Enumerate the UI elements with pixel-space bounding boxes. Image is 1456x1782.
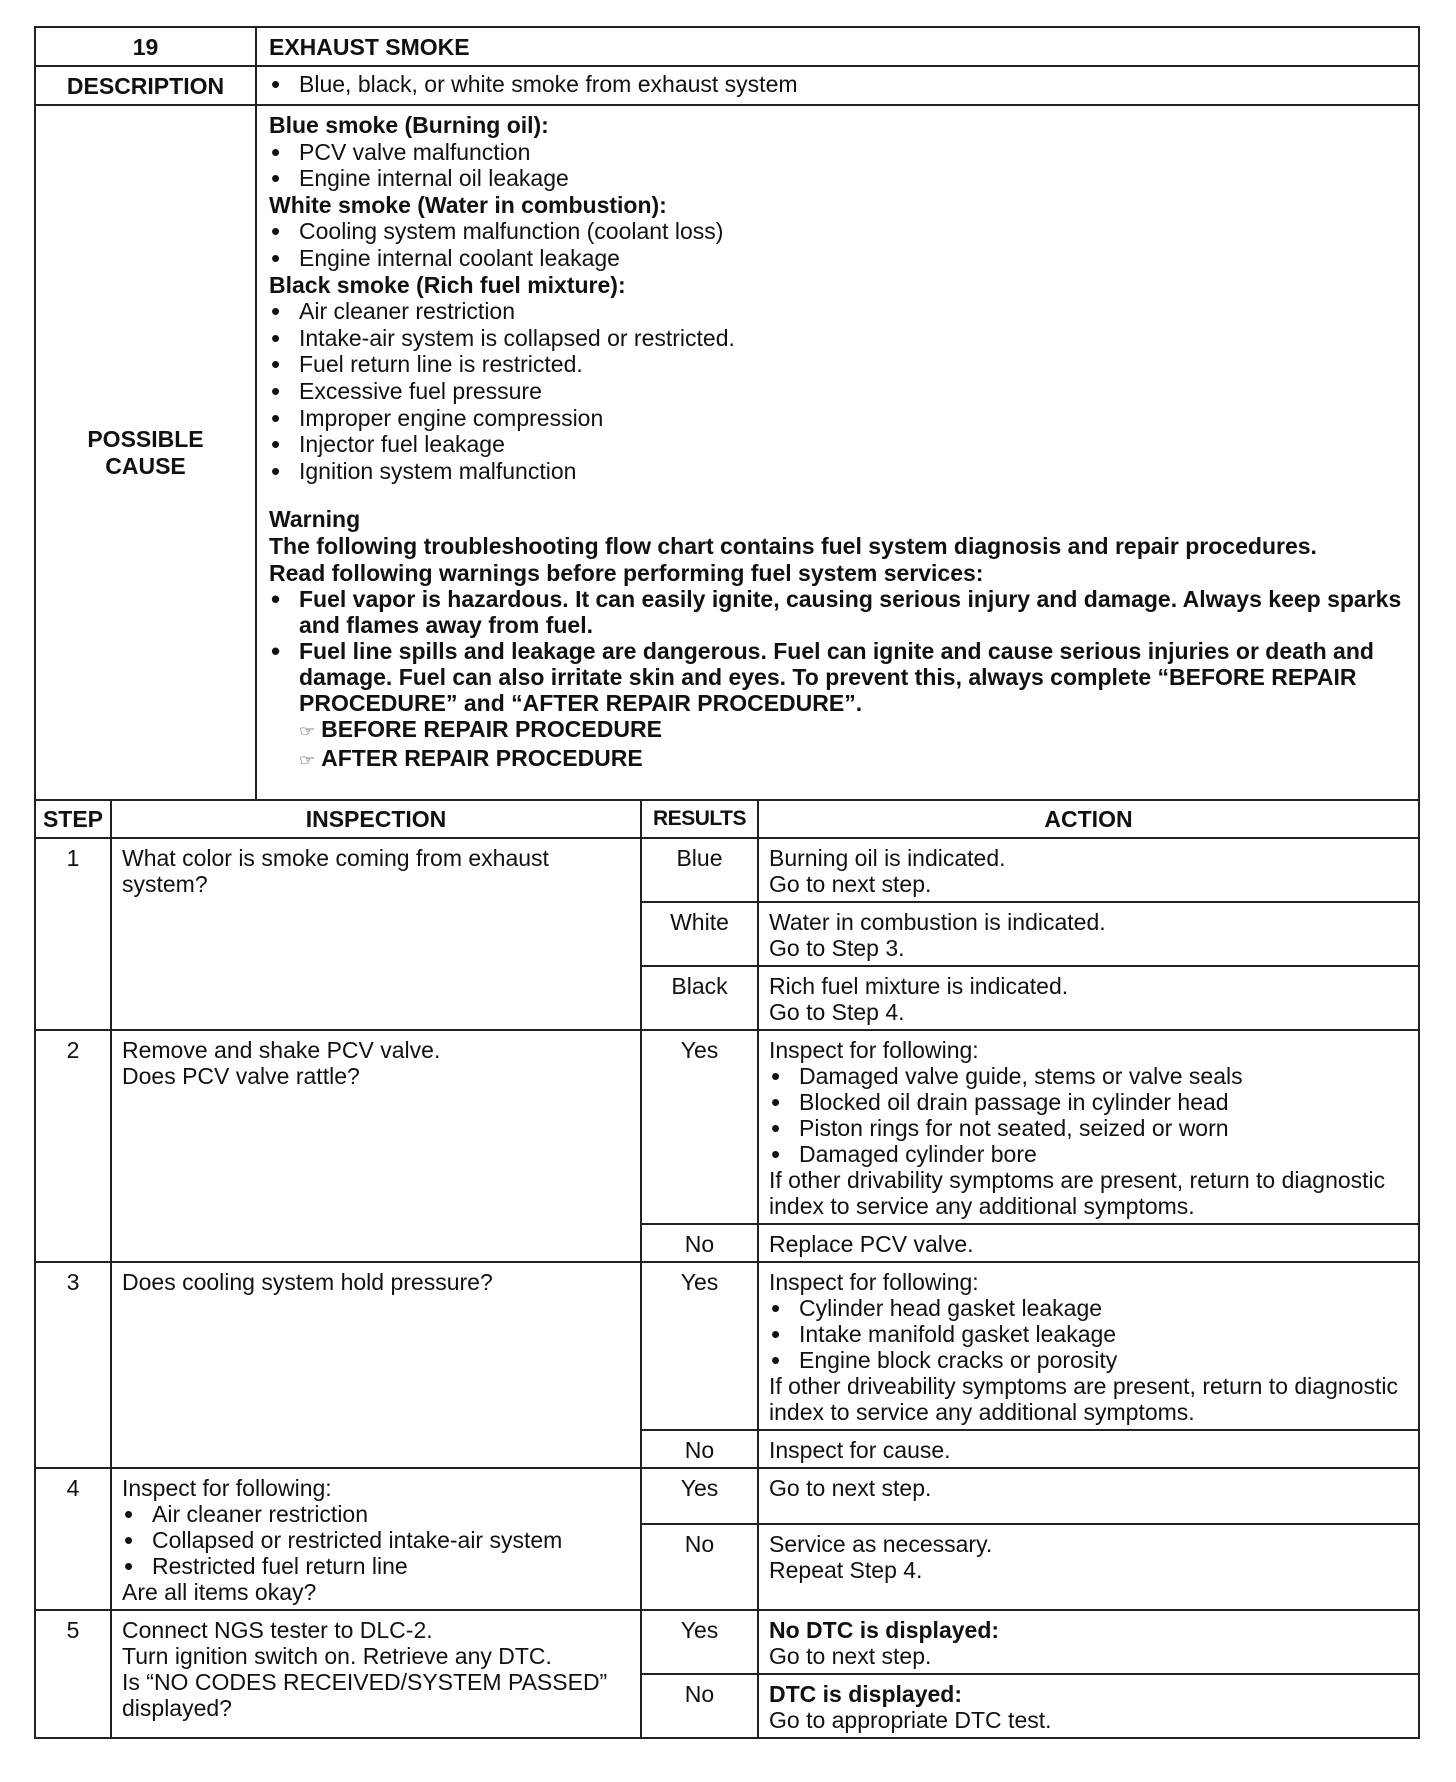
possible-cause-label [35, 105, 256, 800]
list-item: • Fuel line spills and leakage are dangerous. Fuel can ignite and cause serious injuries or death and damage. Fuel can also irritate skin and eyes. To prevent this, always complete “BEFORE REPAIR PROCEDURE” and “AFTER REPAIR PROCEDURE”. [269, 638, 1406, 716]
result-value: No [641, 1524, 758, 1610]
warning-line-1: The following troubleshooting flow chart contains fuel system diagnosis and repair procedures. [269, 532, 1317, 559]
list-item: • Air cleaner restriction [269, 298, 1406, 325]
symptom-number: 19 [35, 27, 256, 66]
table-row [35, 838, 1419, 902]
list-item: • Engine internal oil leakage [269, 165, 1406, 192]
description-content [256, 66, 1419, 105]
result-value: No [641, 1430, 758, 1468]
action-cell: Inspect for cause. [758, 1430, 1419, 1468]
action-line: Go to next step. [769, 1643, 932, 1670]
inspection-line: Is “NO CODES RECEIVED/SYSTEM PASSED” displayed? [122, 1669, 608, 1722]
warning-line-2: Read following warnings before performing fuel system services: [269, 559, 984, 586]
step-inspection [111, 1030, 641, 1262]
result-value: No [641, 1224, 758, 1262]
spacer [269, 484, 1406, 506]
inspection-line: Does PCV valve rattle? [122, 1063, 360, 1090]
action-column-header: ACTION [758, 801, 1419, 838]
list-item: • Injector fuel leakage [269, 431, 1406, 458]
action-cell [758, 1524, 1419, 1610]
list-item: • Ignition system malfunction [269, 458, 1406, 485]
result-value: Yes [641, 1468, 758, 1524]
action-note: If other driveability symptoms are present, return to diagnostic index to service any additional symptoms. [769, 1373, 1398, 1426]
list-item: • Engine block cracks or porosity [769, 1347, 1408, 1373]
list-item: • Cooling system malfunction (coolant loss) [269, 218, 1406, 245]
inspection-column-header: INSPECTION [111, 801, 641, 838]
action-line: Go to next step. [769, 871, 932, 898]
list-item: • Excessive fuel pressure [269, 378, 1406, 405]
action-cell: Go to next step. [758, 1468, 1419, 1524]
list-item: • Restricted fuel return line [122, 1553, 630, 1579]
inspection-line: Turn ignition switch on. Retrieve any DTC. [122, 1643, 552, 1670]
action-line: Burning oil is indicated. [769, 845, 1006, 872]
step-inspection [111, 1468, 641, 1610]
list-item: • Cylinder head gasket leakage [769, 1295, 1408, 1321]
white-smoke-heading: White smoke (Water in combustion): [269, 191, 667, 218]
result-value: Blue [641, 838, 758, 902]
table-row [35, 1030, 1419, 1224]
list-item: • PCV valve malfunction [269, 139, 1406, 166]
possible-cause-label-line1: POSSIBLE [87, 425, 204, 452]
result-value: Yes [641, 1262, 758, 1430]
list-item: • Blocked oil drain passage in cylinder head [769, 1089, 1408, 1115]
troubleshooting-page [34, 26, 1420, 1739]
action-cell [758, 1674, 1419, 1738]
result-value: White [641, 902, 758, 966]
pointing-hand-icon: ☞ [299, 723, 316, 740]
inspection-list [122, 1501, 630, 1579]
action-note: If other drivability symptoms are present, return to diagnostic index to service any additional symptoms. [769, 1167, 1386, 1220]
inspection-intro: Inspect for following: [122, 1475, 332, 1502]
result-value: Yes [641, 1030, 758, 1224]
diagnostic-steps-table [34, 801, 1420, 1739]
action-cell [758, 1030, 1419, 1224]
result-value: Black [641, 966, 758, 1030]
action-cell [758, 1610, 1419, 1674]
after-repair-label: AFTER REPAIR PROCEDURE [321, 744, 643, 771]
possible-cause-label-line2: CAUSE [105, 452, 186, 479]
after-repair-link[interactable] [269, 745, 1406, 774]
black-smoke-heading: Black smoke (Rich fuel mixture): [269, 271, 626, 298]
list-item: • Damaged valve guide, stems or valve seals [769, 1063, 1408, 1089]
step-number: 5 [35, 1610, 111, 1738]
list-item: • Collapsed or restricted intake-air system [122, 1527, 630, 1553]
action-line: Go to Step 4. [769, 999, 905, 1026]
action-cell [758, 1262, 1419, 1430]
action-line: Go to appropriate DTC test. [769, 1707, 1052, 1734]
possible-cause-row [35, 105, 1419, 800]
before-repair-label: BEFORE REPAIR PROCEDURE [321, 716, 662, 743]
column-header-row [35, 801, 1419, 838]
action-cell [758, 966, 1419, 1030]
step-inspection: Does cooling system hold pressure? [111, 1262, 641, 1468]
possible-cause-content [256, 105, 1419, 800]
step-number: 4 [35, 1468, 111, 1610]
table-row [35, 1468, 1419, 1524]
action-line: Rich fuel mixture is indicated. [769, 973, 1069, 1000]
blue-smoke-list [269, 139, 1406, 192]
action-list [769, 1295, 1408, 1373]
action-line: Go to Step 3. [769, 935, 905, 962]
pointing-hand-icon: ☞ [299, 751, 316, 768]
action-list [769, 1063, 1408, 1167]
action-line: Water in combustion is indicated. [769, 909, 1106, 936]
step-inspection: What color is smoke coming from exhaust system? [111, 838, 641, 1030]
step-inspection [111, 1610, 641, 1738]
description-list [269, 71, 1406, 98]
step-column-header: STEP [35, 801, 111, 838]
description-row [35, 66, 1419, 105]
action-heading: DTC is displayed: [769, 1681, 962, 1708]
list-item: • Intake manifold gasket leakage [769, 1321, 1408, 1347]
step-number: 1 [35, 838, 111, 1030]
warning-list [269, 586, 1406, 716]
step-number: 3 [35, 1262, 111, 1468]
list-item: • Fuel vapor is hazardous. It can easily ignite, causing serious injury and damage. Always keep sparks and flames away from fuel. [269, 586, 1406, 638]
step-number: 2 [35, 1030, 111, 1262]
list-item: • Intake-air system is collapsed or restricted. [269, 325, 1406, 352]
results-column-header: RESULTS [641, 801, 758, 838]
result-value: Yes [641, 1610, 758, 1674]
action-cell: Replace PCV valve. [758, 1224, 1419, 1262]
list-item: • Damaged cylinder bore [769, 1141, 1408, 1167]
blue-smoke-heading: Blue smoke (Burning oil): [269, 112, 549, 138]
list-item: • Piston rings for not seated, seized or worn [769, 1115, 1408, 1141]
action-intro: Inspect for following: [769, 1037, 979, 1064]
list-item: • Air cleaner restriction [122, 1501, 630, 1527]
action-line: Service as necessary. [769, 1531, 993, 1558]
list-item: • Fuel return line is restricted. [269, 351, 1406, 378]
action-intro: Inspect for following: [769, 1269, 979, 1296]
inspection-line: Connect NGS tester to DLC-2. [122, 1617, 433, 1644]
table-row [35, 1610, 1419, 1674]
result-value: No [641, 1674, 758, 1738]
list-item: • Engine internal coolant leakage [269, 245, 1406, 272]
description-label: DESCRIPTION [35, 66, 256, 105]
action-heading: No DTC is displayed: [769, 1617, 1000, 1644]
action-cell [758, 902, 1419, 966]
inspection-question: Are all items okay? [122, 1579, 317, 1606]
before-repair-link[interactable] [269, 716, 1406, 745]
warning-title: Warning [269, 506, 361, 533]
symptom-header-table [34, 26, 1420, 801]
title-row [35, 27, 1419, 66]
symptom-title: EXHAUST SMOKE [256, 27, 1419, 66]
list-item: • Improper engine compression [269, 405, 1406, 432]
white-smoke-list [269, 218, 1406, 271]
inspection-line: Remove and shake PCV valve. [122, 1037, 441, 1064]
action-line: Repeat Step 4. [769, 1557, 923, 1584]
table-row [35, 1262, 1419, 1430]
list-item: • Blue, black, or white smoke from exhaust system [269, 71, 1406, 98]
action-cell [758, 838, 1419, 902]
black-smoke-list [269, 298, 1406, 484]
